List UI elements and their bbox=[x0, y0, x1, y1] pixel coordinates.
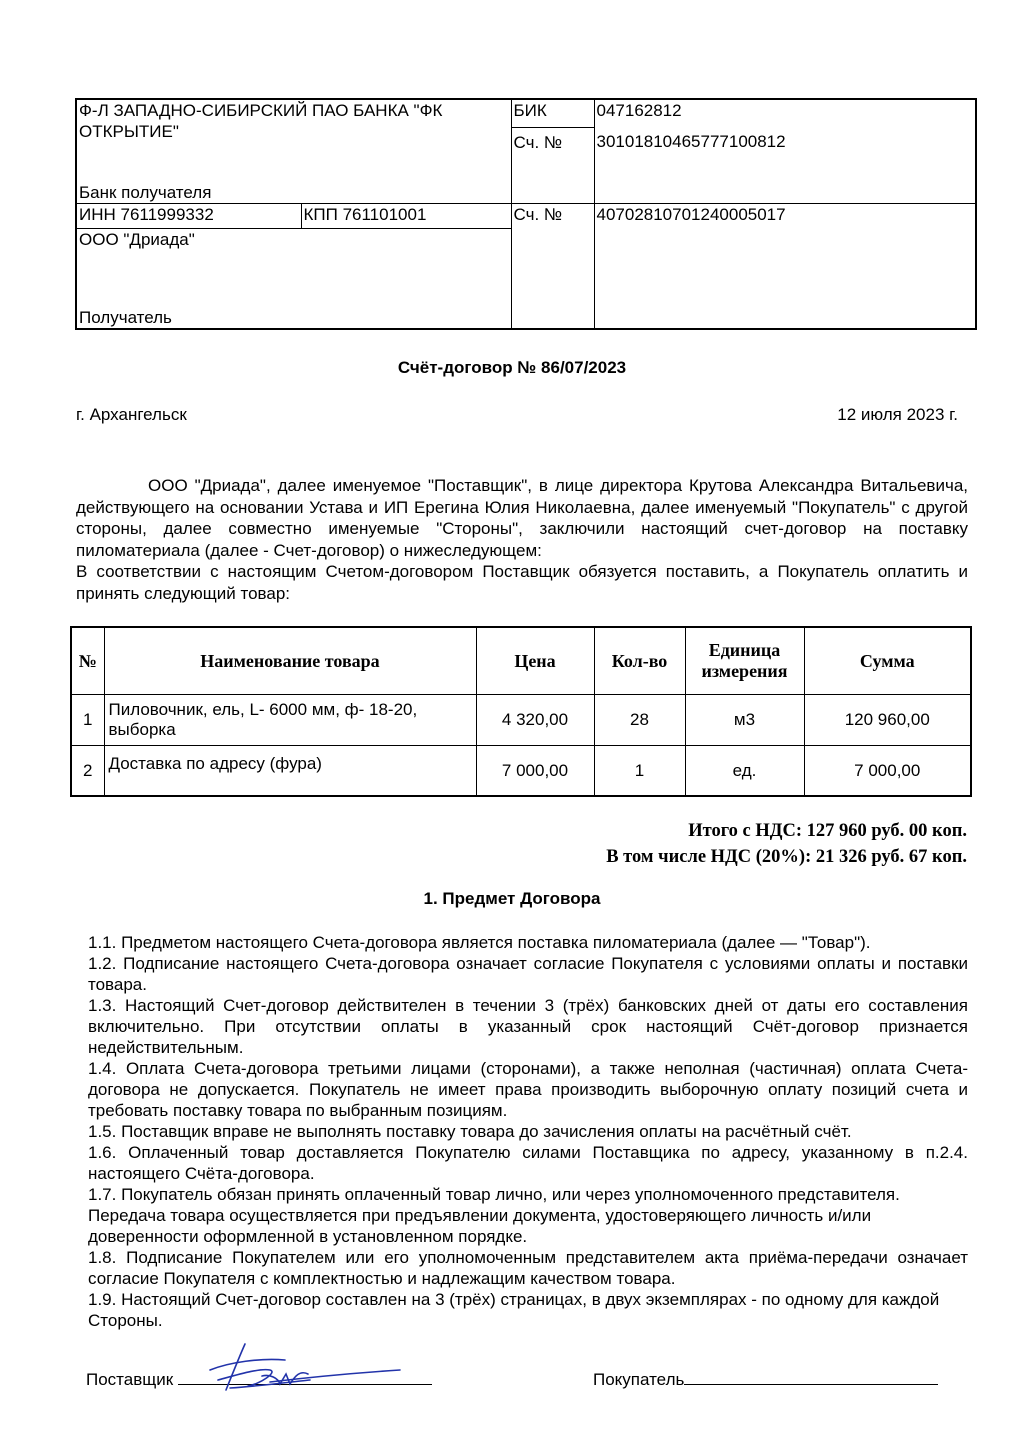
document-date: 12 июля 2023 г. bbox=[837, 405, 958, 424]
bik-value: 047162812 bbox=[594, 99, 976, 176]
clause: 1.2. Подписание настоящего Счета-договора означает согласие Покупателя с условиями оплаты и поставки товара. bbox=[88, 954, 968, 994]
row-price: 4 320,00 bbox=[476, 695, 594, 746]
col-header-qty: Кол-во bbox=[594, 627, 685, 695]
row-unit: ед. bbox=[685, 746, 804, 797]
buyer-label: Покупатель bbox=[593, 1370, 685, 1389]
total-with-vat: Итого с НДС: 127 960 руб. 00 коп. bbox=[688, 821, 967, 841]
table-row bbox=[71, 695, 971, 746]
vat-amount: В том числе НДС (20%): 21 326 руб. 67 коп. bbox=[606, 847, 967, 867]
section-clauses bbox=[88, 932, 968, 1331]
row-name: Доставка по адресу (фура) bbox=[104, 746, 476, 797]
col-header-sum: Сумма bbox=[804, 627, 971, 695]
row-sum: 7 000,00 bbox=[804, 746, 971, 797]
bik-label: БИК bbox=[511, 99, 594, 127]
row-unit: м3 bbox=[685, 695, 804, 746]
account-label: Сч. № bbox=[511, 204, 594, 329]
clause: 1.3. Настоящий Счет-договор действителен в течении 3 (трёх) банковских дней от даты его составления включительно. При отсутствии оплаты в указанный срок настоящий Счёт-договор признается недействительным. bbox=[88, 996, 968, 1057]
recipient-name: ООО "Дриада" bbox=[76, 228, 511, 305]
bank-name: Ф-Л ЗАПАДНО-СИБИРСКИЙ ПАО БАНКА "ФК ОТКРЫТИЕ" bbox=[76, 99, 511, 176]
bank-recipient-label: Банк получателя bbox=[76, 176, 511, 204]
col-header-name: Наименование товара bbox=[104, 627, 476, 695]
signature-underline bbox=[684, 1368, 938, 1385]
goods-header-row bbox=[71, 627, 971, 695]
intro-paragraph: ООО "Дриада", далее именуемое "Поставщик", в лице директора Крутова Александра Витальевича, действующего на основании Устава и ИП Ерегина Юлия Николаевна, далее именуемый "Покупатель" с другой стороны, далее совместно именуемые "Стороны", заключили настоящий счет-договор на поставку пиломатериала (далее - Счет-договор) о нижеследующем: bbox=[76, 476, 968, 560]
clause: 1.4. Оплата Счета-договора третьими лицами (сторонами), а также неполная (частичная) оплата Счета-договора не допускается. Покупатель не имеет права производить выборочную оплату позиций счета и требовать поставку товара по выбранным позициям. bbox=[88, 1059, 968, 1120]
clause: 1.7. Покупатель обязан принять оплаченный товар лично, или через уполномоченного представителя. Передача товара осуществляется при предъявлении документа, удостоверяющего личность и/или доверенности оформленной в установленном порядке. bbox=[88, 1185, 900, 1246]
col-header-num: № bbox=[71, 627, 104, 695]
col-header-unit: Единица измерения bbox=[685, 627, 804, 695]
account-value: 40702810701240005017 bbox=[594, 204, 976, 329]
kpp-field: КПП 761101001 bbox=[301, 204, 511, 228]
inn-field: ИНН 7611999332 bbox=[76, 204, 301, 228]
row-qty: 1 bbox=[594, 746, 685, 797]
row-num: 1 bbox=[71, 695, 104, 746]
row-sum: 120 960,00 bbox=[804, 695, 971, 746]
row-num: 2 bbox=[71, 746, 104, 797]
document-city: г. Архангельск bbox=[76, 405, 187, 424]
intro-paragraph: В соответствии с настоящим Счетом-договором Поставщик обязуется поставить, а Покупатель оплатить и принять следующий товар: bbox=[76, 562, 968, 603]
table-row bbox=[71, 746, 971, 797]
clause: 1.9. Настоящий Счет-договор составлен на 3 (трёх) страницах, в двух экземплярах - по одному для каждой Стороны. bbox=[88, 1290, 940, 1330]
row-name: Пиловочник, ель, L- 6000 мм, ф- 18-20, выборка bbox=[104, 695, 476, 746]
intro-text bbox=[76, 475, 968, 604]
col-header-price: Цена bbox=[476, 627, 594, 695]
handwritten-signature bbox=[200, 1340, 410, 1396]
bank-details-table bbox=[75, 98, 977, 330]
clause: 1.1. Предметом настоящего Счета-договора является поставка пиломатериала (далее — "Товар"). bbox=[88, 933, 871, 952]
corr-account-label: Сч. № bbox=[511, 127, 594, 175]
row-price: 7 000,00 bbox=[476, 746, 594, 797]
goods-table bbox=[70, 626, 972, 797]
corr-account-value: 30101810465777100812 bbox=[594, 131, 976, 159]
document-title: Счёт-договор № 86/07/2023 bbox=[397, 358, 627, 377]
clause: 1.8. Подписание Покупателем или его уполномоченным представителем акта приёма-передачи означает согласие Покупателя с комплектностью и надлежащим качеством товара. bbox=[88, 1248, 968, 1288]
clause: 1.6. Оплаченный товар доставляется Покупателю силами Поставщика по адресу, указанному в п.2.4. настоящего Счёта-договора. bbox=[88, 1143, 968, 1183]
totals-block bbox=[606, 818, 967, 870]
clause: 1.5. Поставщик вправе не выполнять поставку товара до зачисления оплаты на расчётный счёт. bbox=[88, 1122, 852, 1141]
section-title: 1. Предмет Договора bbox=[423, 889, 601, 908]
supplier-label: Поставщик bbox=[86, 1370, 174, 1389]
recipient-label: Получатель bbox=[76, 305, 511, 329]
row-qty: 28 bbox=[594, 695, 685, 746]
buyer-signature-line bbox=[593, 1368, 938, 1390]
